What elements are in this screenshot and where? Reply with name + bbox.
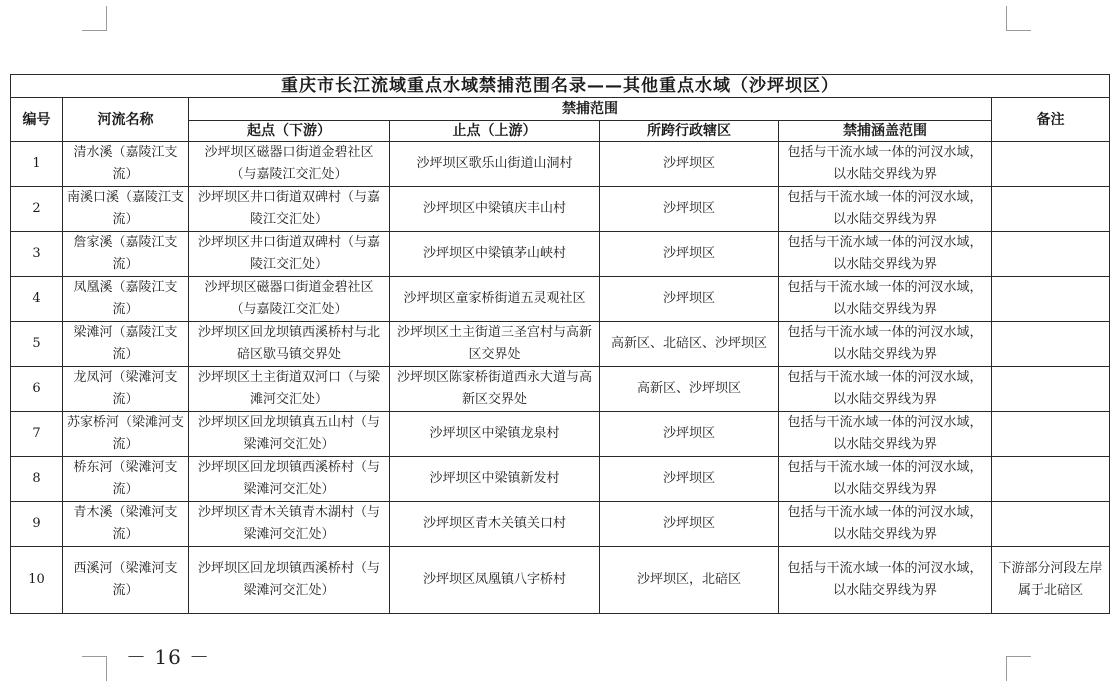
header-remarks: 备注 xyxy=(992,98,1110,142)
cell-remarks xyxy=(992,322,1110,367)
cell-end: 沙坪坝区中梁镇茅山峡村 xyxy=(390,232,600,277)
cell-remarks xyxy=(992,142,1110,187)
cell-districts: 沙坪坝区 xyxy=(600,457,779,502)
cell-end: 沙坪坝区童家桥街道五灵观社区 xyxy=(390,277,600,322)
cell-river-name: 南溪口溪（嘉陵江支流） xyxy=(63,187,189,232)
cell-coverage: 包括与干流水域一体的河汊水域，以水陆交界线为界 xyxy=(779,457,992,502)
cell-districts: 沙坪坝区 xyxy=(600,277,779,322)
cell-coverage: 包括与干流水域一体的河汊水域，以水陆交界线为界 xyxy=(779,502,992,547)
cell-start: 沙坪坝区土主街道双河口（与梁滩河交汇处） xyxy=(189,367,390,412)
cell-river-name: 西溪河（梁滩河支流） xyxy=(63,547,189,614)
cell-river-name: 桥东河（梁滩河支流） xyxy=(63,457,189,502)
header-coverage: 禁捕涵盖范围 xyxy=(779,121,992,142)
cell-number: 4 xyxy=(11,277,63,322)
cell-coverage: 包括与干流水域一体的河汊水域，以水陆交界线为界 xyxy=(779,277,992,322)
cell-river-name: 龙凤河（梁滩河支流） xyxy=(63,367,189,412)
cell-start: 沙坪坝区回龙坝镇西溪桥村（与梁滩河交汇处） xyxy=(189,457,390,502)
cell-end: 沙坪坝区陈家桥街道西永大道与高新区交界处 xyxy=(390,367,600,412)
cell-start: 沙坪坝区回龙坝镇真五山村（与梁滩河交汇处） xyxy=(189,412,390,457)
table-title: 重庆市长江流域重点水域禁捕范围名录——其他重点水域（沙坪坝区） xyxy=(11,75,1110,98)
crop-mark-top-right xyxy=(1006,6,1031,31)
cell-districts: 沙坪坝区 xyxy=(600,502,779,547)
cell-end: 沙坪坝区中梁镇庆丰山村 xyxy=(390,187,600,232)
fishing-ban-table xyxy=(10,74,1110,614)
cell-start: 沙坪坝区磁器口街道金碧社区（与嘉陵江交汇处） xyxy=(189,277,390,322)
cell-remarks xyxy=(992,367,1110,412)
cell-river-name: 詹家溪（嘉陵江支流） xyxy=(63,232,189,277)
cell-start: 沙坪坝区井口街道双碑村（与嘉陵江交汇处） xyxy=(189,187,390,232)
cell-end: 沙坪坝区土主街道三圣宫村与高新区交界处 xyxy=(390,322,600,367)
page-number: － 16 － xyxy=(126,645,211,669)
cell-number: 3 xyxy=(11,232,63,277)
cell-districts: 高新区、沙坪坝区 xyxy=(600,367,779,412)
cell-start: 沙坪坝区回龙坝镇西溪桥村与北碚区歇马镇交界处 xyxy=(189,322,390,367)
cell-coverage: 包括与干流水域一体的河汊水域，以水陆交界线为界 xyxy=(779,187,992,232)
cell-end: 沙坪坝区凤凰镇八字桥村 xyxy=(390,547,600,614)
table-row xyxy=(11,367,1110,412)
cell-end: 沙坪坝区青木关镇关口村 xyxy=(390,502,600,547)
crop-mark-top-left xyxy=(82,6,107,31)
cell-remarks xyxy=(992,457,1110,502)
cell-coverage: 包括与干流水域一体的河汊水域，以水陆交界线为界 xyxy=(779,412,992,457)
cell-districts: 沙坪坝区 xyxy=(600,142,779,187)
cell-districts: 高新区、北碚区、沙坪坝区 xyxy=(600,322,779,367)
cell-number: 8 xyxy=(11,457,63,502)
cell-remarks: 下游部分河段左岸属于北碚区 xyxy=(992,547,1110,614)
cell-coverage: 包括与干流水域一体的河汊水域，以水陆交界线为界 xyxy=(779,547,992,614)
cell-number: 2 xyxy=(11,187,63,232)
cell-districts: 沙坪坝区，北碚区 xyxy=(600,547,779,614)
cell-remarks xyxy=(992,232,1110,277)
cell-districts: 沙坪坝区 xyxy=(600,412,779,457)
cell-coverage: 包括与干流水域一体的河汊水域，以水陆交界线为界 xyxy=(779,232,992,277)
cell-coverage: 包括与干流水域一体的河汊水域，以水陆交界线为界 xyxy=(779,367,992,412)
cell-number: 10 xyxy=(11,547,63,614)
header-scope-group: 禁捕范围 xyxy=(189,98,992,121)
header-end: 止点（上游） xyxy=(390,121,600,142)
table-row xyxy=(11,322,1110,367)
table-row xyxy=(11,547,1110,614)
cell-number: 6 xyxy=(11,367,63,412)
header-river-name: 河流名称 xyxy=(63,98,189,142)
cell-coverage: 包括与干流水域一体的河汊水域，以水陆交界线为界 xyxy=(779,142,992,187)
table-row xyxy=(11,412,1110,457)
cell-start: 沙坪坝区磁器口街道金碧社区（与嘉陵江交汇处） xyxy=(189,142,390,187)
cell-remarks xyxy=(992,412,1110,457)
cell-river-name: 凤凰溪（嘉陵江支流） xyxy=(63,277,189,322)
cell-start: 沙坪坝区回龙坝镇西溪桥村（与梁滩河交汇处） xyxy=(189,547,390,614)
header-number: 编号 xyxy=(11,98,63,142)
cell-remarks xyxy=(992,277,1110,322)
cell-districts: 沙坪坝区 xyxy=(600,232,779,277)
cell-remarks xyxy=(992,502,1110,547)
cell-river-name: 青木溪（梁滩河支流） xyxy=(63,502,189,547)
cell-remarks xyxy=(992,187,1110,232)
crop-mark-bottom-left xyxy=(82,656,107,681)
table-row xyxy=(11,277,1110,322)
cell-number: 1 xyxy=(11,142,63,187)
crop-mark-bottom-right xyxy=(1006,656,1031,681)
cell-end: 沙坪坝区中梁镇龙泉村 xyxy=(390,412,600,457)
header-districts: 所跨行政辖区 xyxy=(600,121,779,142)
cell-river-name: 梁滩河（嘉陵江支流） xyxy=(63,322,189,367)
header-start: 起点（下游） xyxy=(189,121,390,142)
cell-coverage: 包括与干流水域一体的河汊水域，以水陆交界线为界 xyxy=(779,322,992,367)
cell-river-name: 清水溪（嘉陵江支流） xyxy=(63,142,189,187)
table-row xyxy=(11,232,1110,277)
cell-number: 5 xyxy=(11,322,63,367)
cell-start: 沙坪坝区井口街道双碑村（与嘉陵江交汇处） xyxy=(189,232,390,277)
cell-end: 沙坪坝区歌乐山街道山洞村 xyxy=(390,142,600,187)
cell-end: 沙坪坝区中梁镇新发村 xyxy=(390,457,600,502)
table-row xyxy=(11,187,1110,232)
table-row xyxy=(11,502,1110,547)
cell-districts: 沙坪坝区 xyxy=(600,187,779,232)
table-row xyxy=(11,142,1110,187)
table-row xyxy=(11,457,1110,502)
cell-start: 沙坪坝区青木关镇青木湖村（与梁滩河交汇处） xyxy=(189,502,390,547)
cell-river-name: 苏家桥河（梁滩河支流） xyxy=(63,412,189,457)
cell-number: 7 xyxy=(11,412,63,457)
cell-number: 9 xyxy=(11,502,63,547)
